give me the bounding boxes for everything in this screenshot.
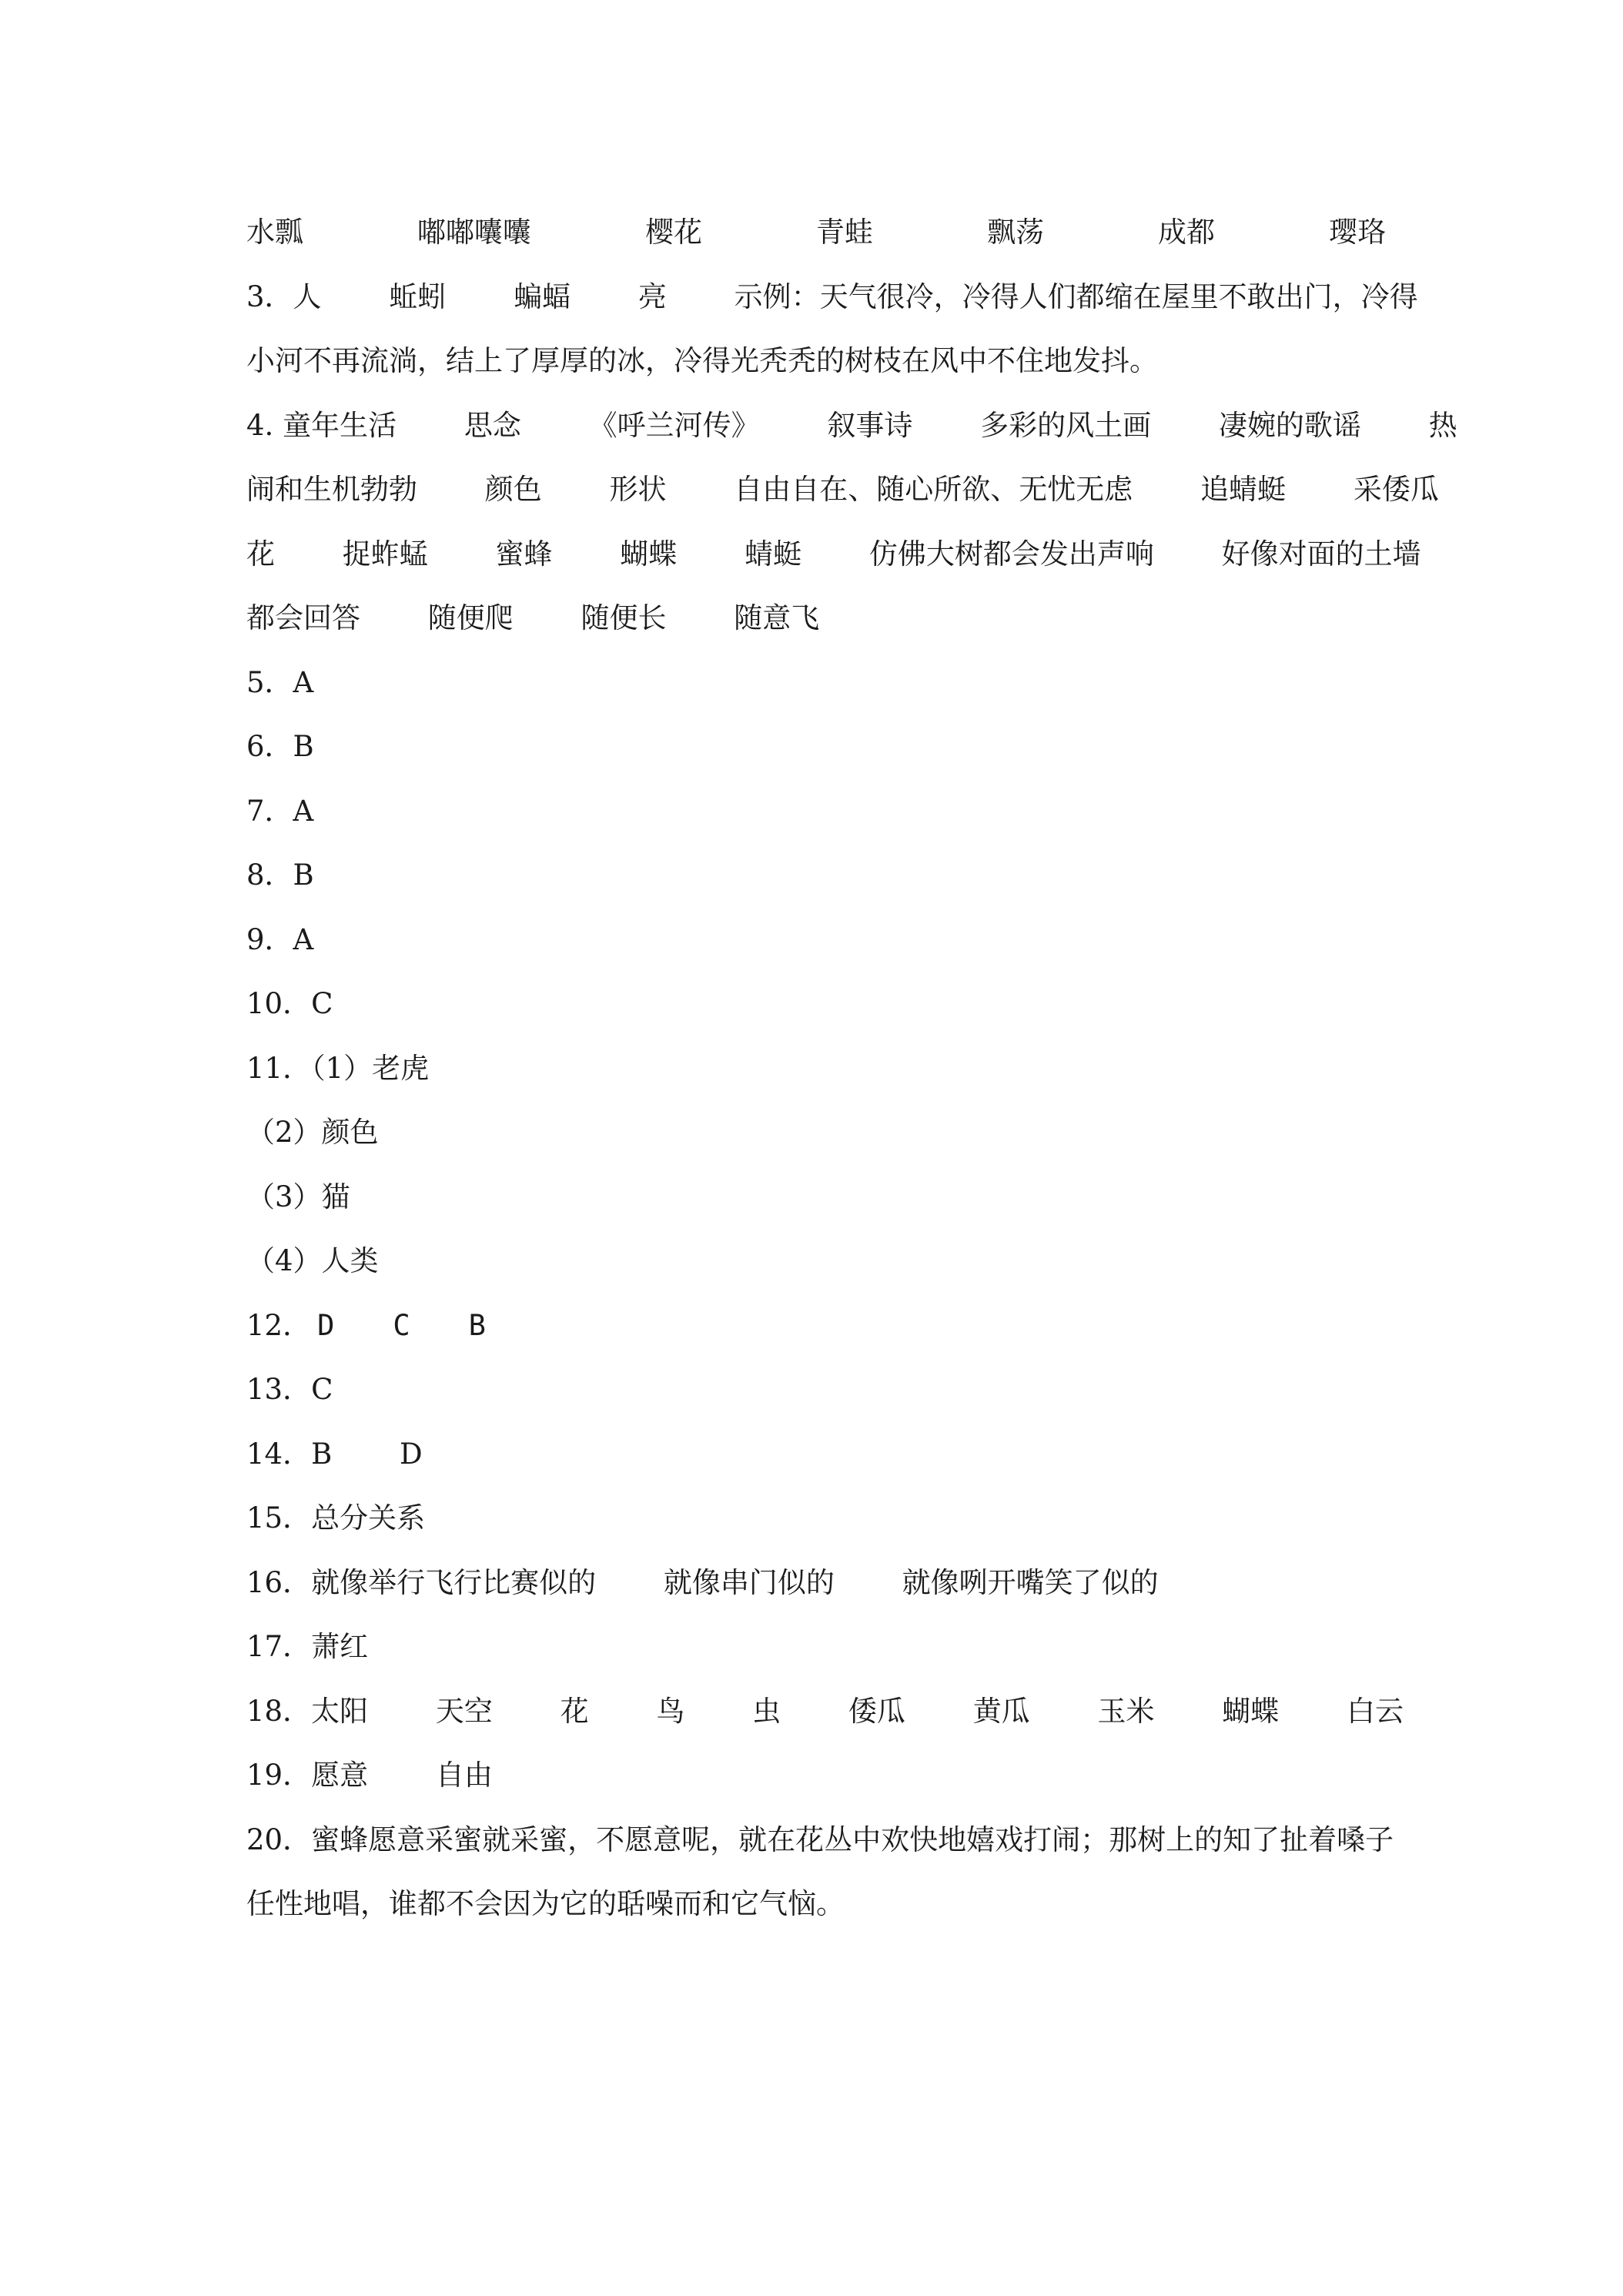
answer-word: 嘟嘟囔囔 <box>417 216 531 249</box>
answer-word: 水瓢 <box>246 216 303 249</box>
answer-word: 采倭瓜 <box>1353 473 1439 506</box>
answer-8: 8．B <box>246 858 314 892</box>
answer-word: 飘荡 <box>987 216 1044 249</box>
answer-7: 7．A <box>246 794 314 828</box>
answer-20-line-2: 任性地唱，谁都不会因为它的聒噪而和它气恼。 <box>246 1887 845 1920</box>
answer-word: 樱花 <box>645 216 702 249</box>
answer-letter: C <box>393 1308 410 1342</box>
answer-11-part-3: （3）猫 <box>246 1180 350 1213</box>
answer-13: 13．C <box>246 1373 333 1406</box>
answer-word: 虫 <box>752 1694 781 1728</box>
answer-example: 示例：天气很冷，冷得人们都缩在屋里不敢出门，冷得 <box>734 279 1418 313</box>
answer-word: 蝴蝶 <box>620 537 678 571</box>
answer-9: 9．A <box>246 922 314 956</box>
answer-word: 16．就像举行飞行比赛似的 <box>246 1565 597 1599</box>
answer-14 <box>246 1422 1386 1487</box>
answer-3-line-1 <box>246 265 1418 330</box>
answer-word: 随意飞 <box>734 601 820 634</box>
answer-line-1 <box>246 200 1386 265</box>
answer-12 <box>246 1294 1386 1358</box>
answer-word: 蝴蝶 <box>1222 1694 1280 1728</box>
answer-word: 自由自在、随心所欲、无忧无虑 <box>734 473 1133 506</box>
answer-19 <box>246 1743 1386 1808</box>
answer-word: 蝙蝠 <box>514 279 571 313</box>
answer-word: 形状 <box>609 473 667 506</box>
answer-word: 追蜻蜓 <box>1200 473 1287 506</box>
question-number: 12． <box>246 1308 312 1342</box>
answer-4-line-2 <box>246 457 1439 522</box>
answer-word: 捉蚱蜢 <box>342 537 428 571</box>
answer-word: 花 <box>560 1694 589 1728</box>
answer-11-part-1: 11．（1）老虎 <box>246 1051 430 1085</box>
answer-word: 随便爬 <box>427 601 514 634</box>
answer-word: 白云 <box>1346 1694 1404 1728</box>
answer-word: 都会回答 <box>246 601 360 634</box>
answer-word: 蜻蜓 <box>745 537 802 571</box>
answer-word: 黄瓜 <box>972 1694 1030 1728</box>
answer-word: 就像串门似的 <box>663 1565 835 1599</box>
answer-11-part-2: （2）颜色 <box>246 1116 379 1149</box>
answer-word: 玉米 <box>1097 1694 1155 1728</box>
answer-4-line-3 <box>246 522 1421 587</box>
answer-word: 成都 <box>1158 216 1215 249</box>
answer-17: 17．萧红 <box>246 1630 369 1663</box>
answer-word: 颜色 <box>484 473 542 506</box>
answer-word: 热 <box>1428 408 1457 442</box>
answer-word: 鸟 <box>656 1694 685 1728</box>
answer-word: 倭瓜 <box>848 1694 905 1728</box>
answer-4-line-1 <box>246 393 1457 458</box>
answer-word: 多彩的风土画 <box>980 408 1152 442</box>
answer-4-line-4 <box>246 586 1386 651</box>
answer-word: 青蛙 <box>816 216 873 249</box>
answer-word: 自由 <box>435 1759 493 1792</box>
answer-word: 19．愿意 <box>246 1759 369 1792</box>
answer-20-line-1: 20．蜜蜂愿意采蜜就采蜜，不愿意呢，就在花丛中欢快地嬉戏打闹；那树上的知了扯着嗓子 <box>246 1822 1394 1856</box>
answer-letter: D <box>317 1308 335 1342</box>
answer-word: 4. 童年生活 <box>246 408 397 442</box>
answer-word: 亮 <box>637 279 667 313</box>
answer-16 <box>246 1551 1386 1615</box>
answer-letter: B <box>468 1308 486 1342</box>
answer-word: 蚯蚓 <box>389 279 447 313</box>
answer-5: 5．A <box>246 665 314 699</box>
answer-page <box>246 200 1457 1936</box>
answer-3-line-2: 小河不再流淌，结上了厚厚的冰，冷得光秃秃的树枝在风中不住地发抖。 <box>246 344 1158 377</box>
answer-word: 凄婉的歌谣 <box>1218 408 1361 442</box>
answer-11-part-4: （4）人类 <box>246 1244 379 1277</box>
answer-word: 花 <box>246 537 275 571</box>
answer-word: 14．B <box>246 1437 333 1471</box>
answer-10: 10．C <box>246 987 333 1020</box>
answer-word: 《呼兰河传》 <box>588 408 760 442</box>
answer-word: 蜜蜂 <box>495 537 553 571</box>
answer-18 <box>246 1679 1404 1744</box>
answer-word: 叙事诗 <box>827 408 913 442</box>
answer-word: 天空 <box>435 1694 493 1728</box>
answer-word: 仿佛大树都会发出声响 <box>868 537 1154 571</box>
answer-word: 闹和生机勃勃 <box>246 473 417 506</box>
answer-word: D <box>400 1437 423 1471</box>
answer-word: 随便长 <box>581 601 667 634</box>
answer-word: 好像对面的土墙 <box>1221 537 1421 571</box>
answer-word: 3．人 <box>246 279 322 313</box>
answer-word: 思念 <box>463 408 521 442</box>
answer-15: 15．总分关系 <box>246 1501 426 1535</box>
answer-6: 6．B <box>246 730 314 763</box>
answer-word: 璎珞 <box>1329 216 1386 249</box>
answer-word: 就像咧开嘴笑了似的 <box>902 1565 1159 1599</box>
answer-word: 18．太阳 <box>246 1694 369 1728</box>
